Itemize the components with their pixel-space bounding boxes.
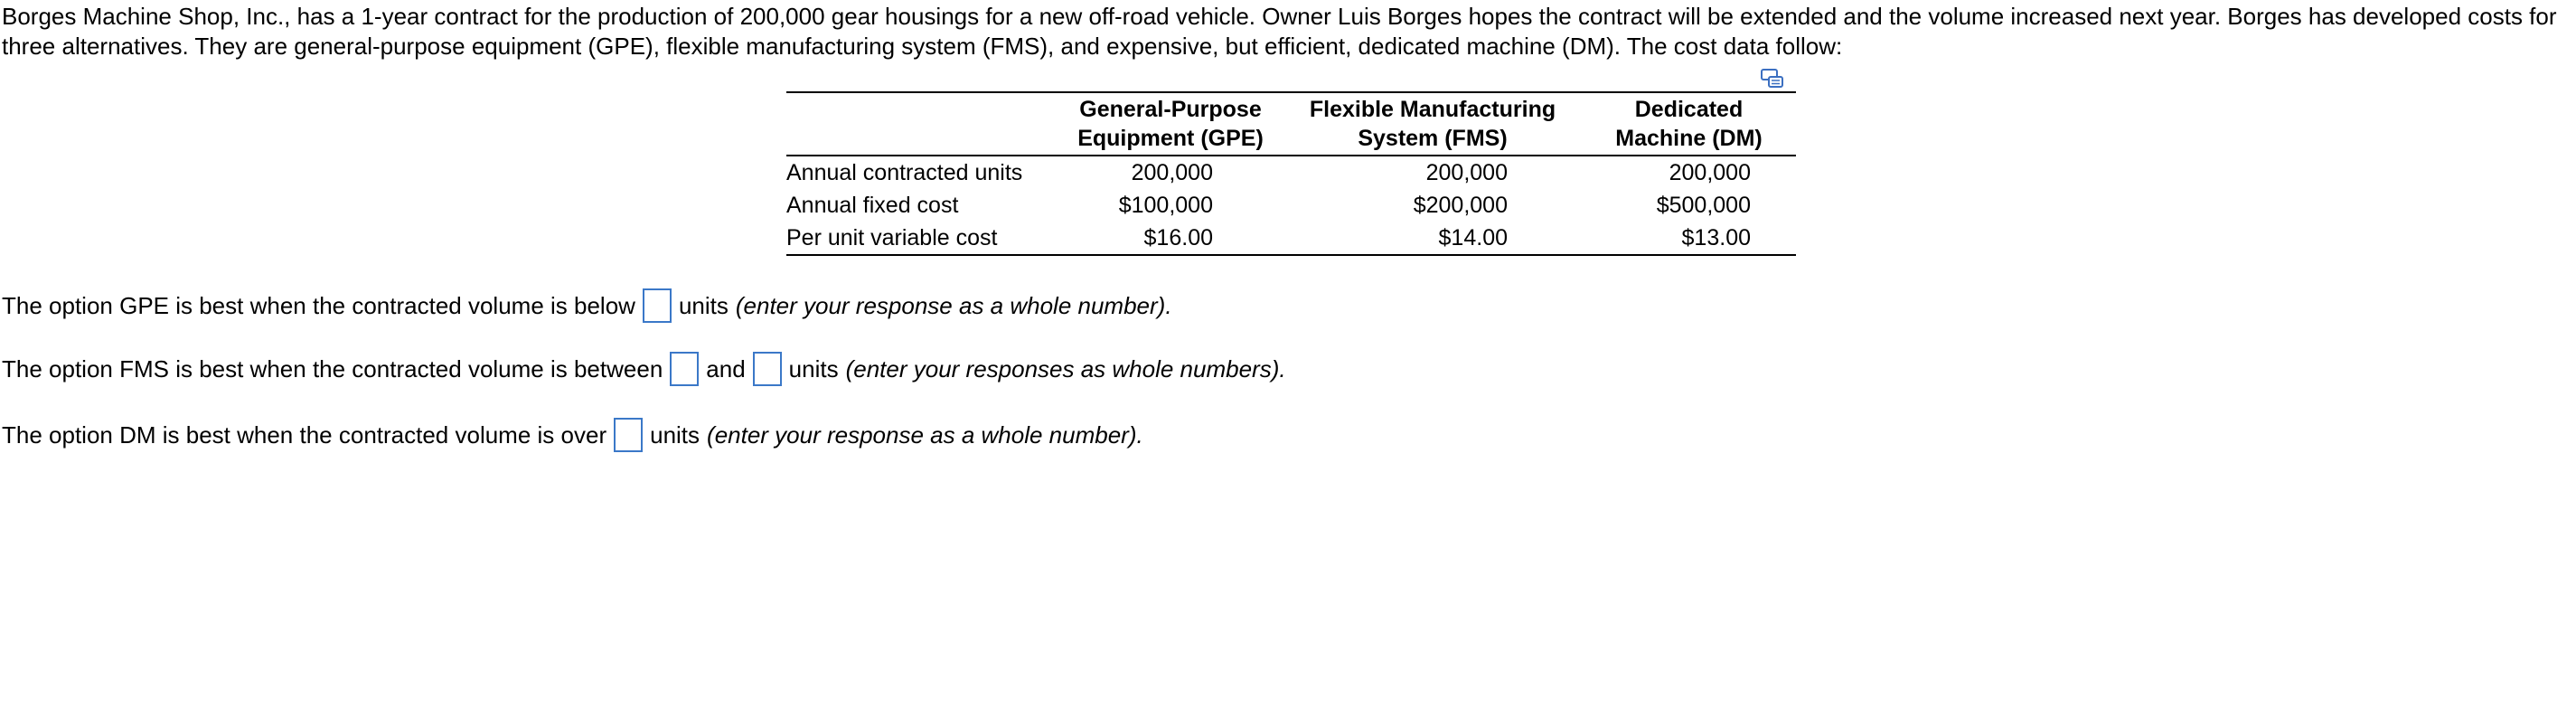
header-dm-line1: Dedicated xyxy=(1634,97,1744,122)
cell-gpe: 200,000 xyxy=(1131,160,1213,185)
gpe-upper-bound-input[interactable] xyxy=(643,288,672,323)
response-hint: (enter your response as a whole number). xyxy=(707,421,1143,449)
problem-statement: Borges Machine Shop, Inc., has a 1-year contract for the production of 200,000 gear housings for a new off-road vehicle. Owner Luis Borges hopes the contract will be extended and the volume increased next year. Borges has developed costs for three alternatives. They are general-purpose equipment (GPE), flexible manufacturing system (FMS), and expensive, but efficient, dedicated machine (DM). The cost data follow: xyxy=(2,3,2557,60)
table-header-row xyxy=(786,92,1796,156)
header-gpe-line1: General-Purpose xyxy=(1079,97,1262,122)
response-hint: (enter your response as a whole number). xyxy=(735,292,1172,319)
units-label: units xyxy=(788,355,839,383)
units-label: units xyxy=(678,292,729,319)
header-gpe-line2: Equipment (GPE) xyxy=(1077,126,1264,151)
header-empty-cell xyxy=(786,92,1058,156)
header-dm-line2: Machine (DM) xyxy=(1615,126,1763,151)
copy-table-icon[interactable] xyxy=(1761,67,1784,87)
question-fms-text: The option FMS is best when the contracted volume is between xyxy=(2,355,663,383)
cell-fms: $200,000 xyxy=(1413,193,1508,218)
table-row xyxy=(786,156,1796,189)
cell-fms: $14.00 xyxy=(1438,225,1508,250)
units-label: units xyxy=(650,421,700,449)
fms-lower-bound-input[interactable] xyxy=(670,352,699,386)
and-label: and xyxy=(706,355,746,383)
cell-gpe: $16.00 xyxy=(1143,225,1213,250)
row-label: Annual contracted units xyxy=(786,160,1023,185)
row-label: Per unit variable cost xyxy=(786,225,998,250)
question-gpe-text: The option GPE is best when the contracted volume is below xyxy=(2,292,635,319)
cell-gpe: $100,000 xyxy=(1118,193,1213,218)
row-label: Annual fixed cost xyxy=(786,193,959,218)
header-gpe xyxy=(1058,92,1283,156)
question-dm xyxy=(2,417,1143,453)
cost-data-table xyxy=(786,91,1796,256)
fms-upper-bound-input[interactable] xyxy=(753,352,782,386)
cell-dm: 200,000 xyxy=(1669,160,1751,185)
dm-lower-bound-input[interactable] xyxy=(614,418,643,452)
cell-dm: $500,000 xyxy=(1656,193,1751,218)
question-gpe xyxy=(2,288,1172,324)
header-fms-line1: Flexible Manufacturing xyxy=(1309,97,1556,122)
cell-fms: 200,000 xyxy=(1425,160,1508,185)
table-row xyxy=(786,222,1796,255)
header-fms-line2: System (FMS) xyxy=(1358,126,1508,151)
table-row xyxy=(786,189,1796,222)
question-fms xyxy=(2,351,1286,387)
header-dm xyxy=(1582,92,1796,156)
cell-dm: $13.00 xyxy=(1681,225,1751,250)
header-fms xyxy=(1283,92,1582,156)
response-hint: (enter your responses as whole numbers). xyxy=(845,355,1286,383)
question-dm-text: The option DM is best when the contracted volume is over xyxy=(2,421,607,449)
